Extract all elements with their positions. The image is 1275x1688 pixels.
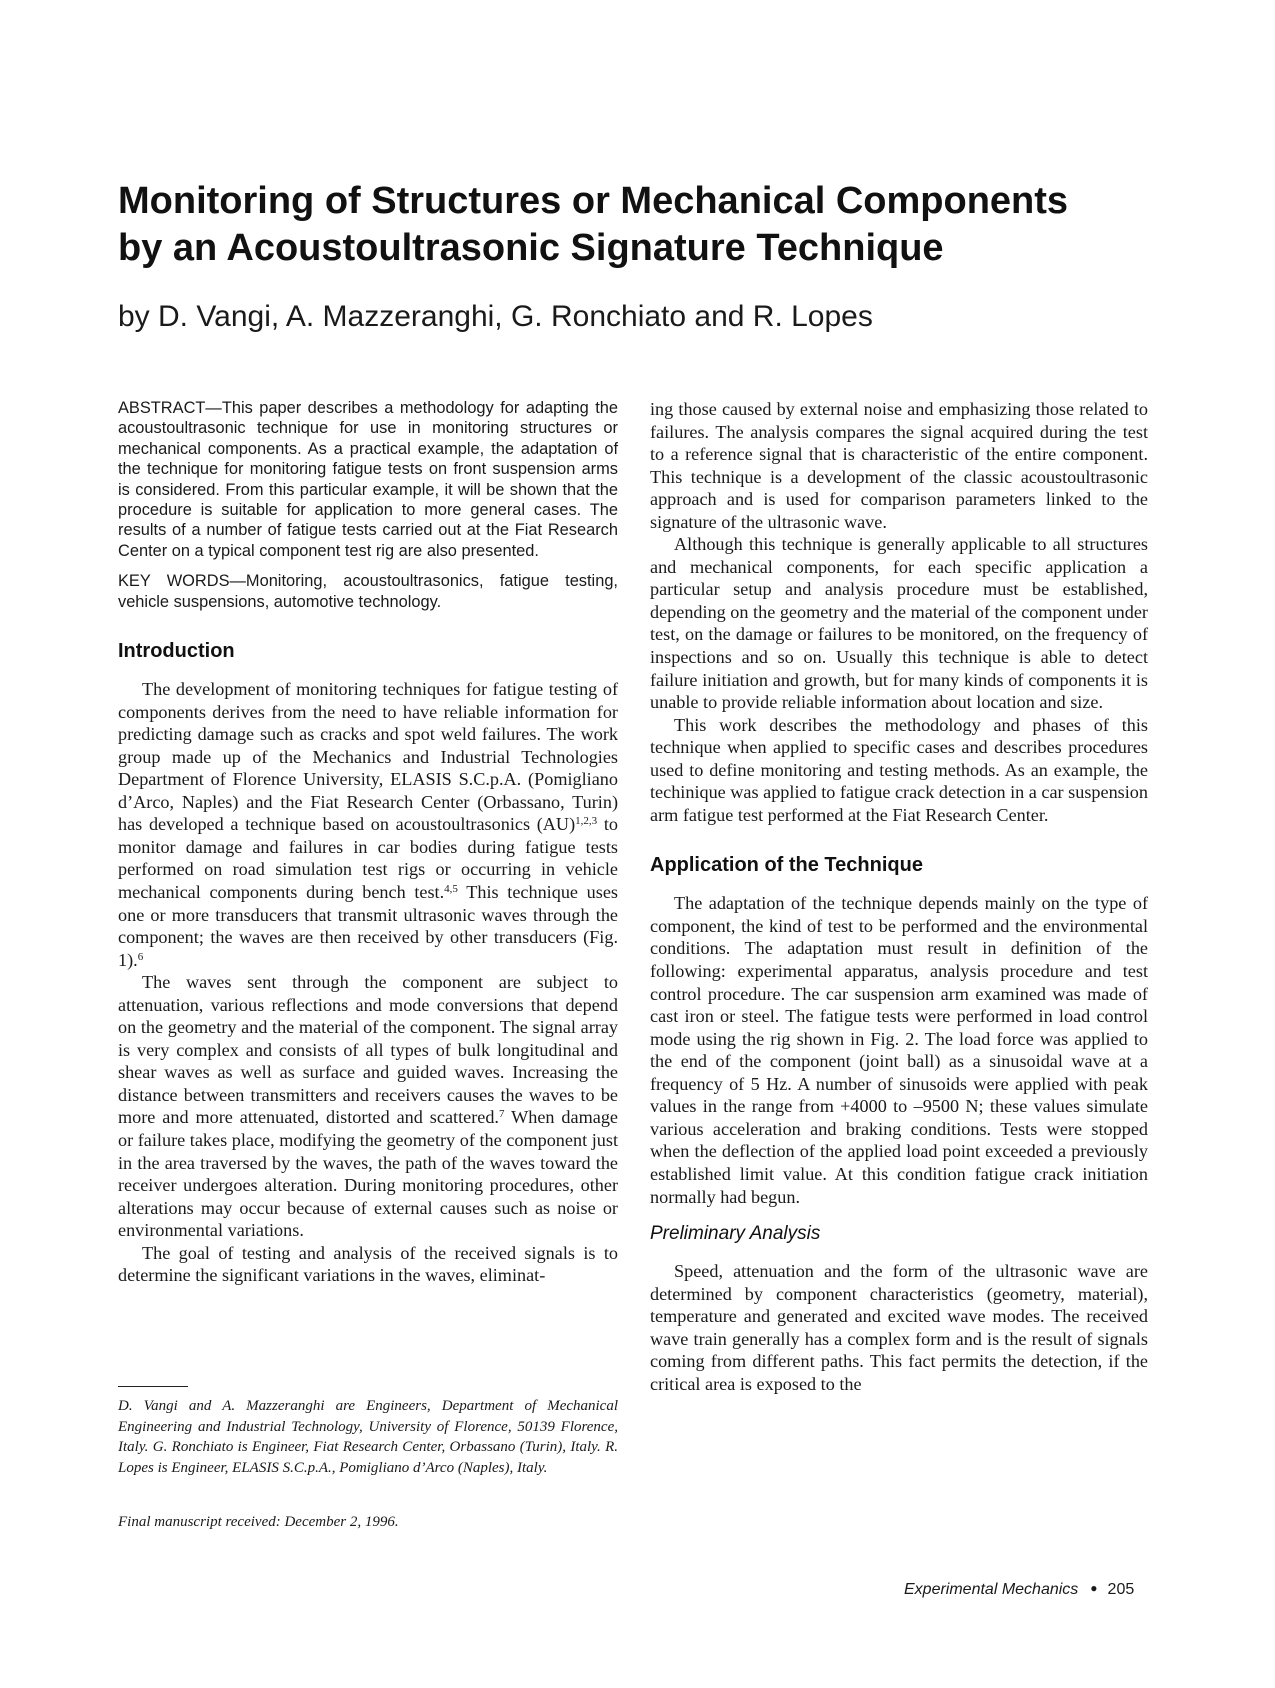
keywords: KEY WORDS—Monitoring, acoustoultrasonics, fatigue testing, vehicle suspensions, automotive technology. [118, 572, 618, 611]
intro-p1-text-c: This technique uses one or more transducers that transmit ultrasonic waves through the component; the waves are then received by other transducers (Fig. 1). [118, 881, 618, 970]
footnote-rule [118, 1386, 188, 1387]
title-line-1: Monitoring of Structures or Mechanical Components [118, 180, 1069, 222]
intro-paragraph-3-continued: ing those caused by external noise and emphasizing those related to failures. The analysis compares the signal acquired during the test to a reference signal that is characteristic of the entire component. This technique is a development of the classic acoustoultrasonic approach and is used for comparison parameters linked to the signature of the ultrasonic wave. [650, 399, 1148, 532]
intro-paragraph-4: Although this technique is generally applicable to all structures and mechanical components, for each specific application a particular setup and analysis procedure must be established, depending on the geometry and the material of the component under test, on the damage or failures to be monitored, on the frequency of inspections and so on. Usually this technique is able to detect failure initiation and growth, but for many kinds of components it is unable to provide reliable information about location and size. [650, 534, 1148, 713]
manuscript-received-note: Final manuscript received: December 2, 1996. [118, 1514, 399, 1530]
subsection-heading-preliminary-analysis: Preliminary Analysis [650, 1223, 821, 1245]
intro-paragraph-2 [118, 971, 618, 1242]
page-number: 205 [1107, 1581, 1135, 1598]
page-footer [904, 1578, 1134, 1600]
intro-p2-text-a: The waves sent through the component are subject to attenuation, various reflections and mode conversions that depend on the geometry and the material of the component. The signal array is very complex and consists of all types of bulk longitudinal and shear waves as well as surface and guided waves. Increasing the distance between transmitters and receivers causes the waves to be more and more attenuated, distorted and scattered. [118, 972, 618, 1128]
intro-paragraph-5: This work describes the methodology and phases of this technique when applied to specific cases and describes procedures used to define monitoring and testing methods. As an example, the techinique was applied to fatigue crack detection in a car suspension arm fatigue test performed at the Fiat Research Center. [650, 714, 1148, 825]
author-line: by D. Vangi, A. Mazzeranghi, G. Ronchiato and R. Lopes [118, 300, 873, 333]
section-heading-application: Application of the Technique [650, 854, 923, 877]
section-heading-introduction: Introduction [118, 640, 235, 663]
preliminary-paragraph-1: Speed, attenuation and the form of the ultrasonic wave are determined by component characteristics (geometry, material), temperature and generated and excited wave modes. The received wave train generally has a complex form and is the result of signals coming from different paths. This fact permits the detection, if the critical area is exposed to the [650, 1261, 1148, 1394]
intro-paragraph-1 [118, 678, 618, 971]
paper-title [118, 178, 1198, 272]
citation-superscript: 1,2,3 [575, 815, 598, 828]
footer-bullet: ● [1090, 1581, 1098, 1595]
right-column [650, 398, 1148, 1395]
citation-superscript: 7 [498, 1108, 505, 1121]
citation-superscript: 6 [137, 950, 144, 963]
application-paragraph-1: The adaptation of the technique depends mainly on the type of component, the kind of test to be performed and the environmental conditions. The adaptation must result in definition of the following: experimental apparatus, analysis procedure and test control procedure. The car suspension arm examined was made of cast iron or steel. The fatigue tests were performed in load control mode using the rig shown in Fig. 2. The load force was applied to the end of the component (joint ball) as a sinusoidal wave at a frequency of 5 Hz. A number of sinusoids were applied with peak values in the range from +4000 to –9500 N; these values simulate various acceleration and braking conditions. Tests were stopped when the deflection of the applied load point exceeded a previously established limit value. At this condition fatigue crack initiation normally had begun. [650, 893, 1148, 1207]
journal-name: Experimental Mechanics [904, 1581, 1079, 1598]
title-line-2: by an Acoustoultrasonic Signature Technique [118, 227, 944, 269]
intro-paragraph-3-start: The goal of testing and analysis of the received signals is to determine the significant variations in the waves, eliminat- [118, 1242, 618, 1286]
intro-p1-text-b: to monitor damage and failures in car bodies during fatigue tests performed on road simulation test rigs or occurring in vehicle mechanical components during bench test. [118, 814, 618, 902]
intro-p1-text-a: The development of monitoring techniques for fatigue testing of components derives from the need to have reliable information for predicting damage such as cracks and spot weld failures. The work group made up of the Mechanics and Industrial Technologies Department of Florence University, ELASIS S.C.p.A. (Pomigliano d’Arco, Naples) and the Fiat Research Center (Orbassano, Turin) has developed a technique based on acoustoultrasonics (AU) [118, 679, 618, 835]
intro-p2-text-b: When damage or failure takes place, modifying the geometry of the component just in the area traversed by the waves, the path of the waves toward the receiver undergoes alteration. During monitoring procedures, other alterations may occur because of external causes such as noise or environmental variations. [118, 1107, 618, 1241]
abstract: ABSTRACT—This paper describes a methodology for adapting the acoustoultrasonic technique for use in monitoring structures or mechanical components. As a practical example, the adaptation of the technique for monitoring fatigue tests on front suspension arms is considered. From this particular example, it will be shown that the procedure is suitable for application to more general cases. The results of a number of fatigue tests carried out at the Fiat Research Center on a typical component test rig are also presented. [118, 399, 618, 560]
citation-superscript: 4,5 [444, 882, 458, 895]
left-column [118, 398, 618, 1287]
author-affiliation-footnote: D. Vangi and A. Mazzeranghi are Engineers, Department of Mechanical Engineering and Industrial Technology, University of Florence, 50139 Florence, Italy. G. Ronchiato is Engineer, Fiat Research Center, Orbassano (Turin), Italy. R. Lopes is Engineer, ELASIS S.C.p.A., Pomigliano d’Arco (Naples), Italy. [118, 1398, 618, 1476]
